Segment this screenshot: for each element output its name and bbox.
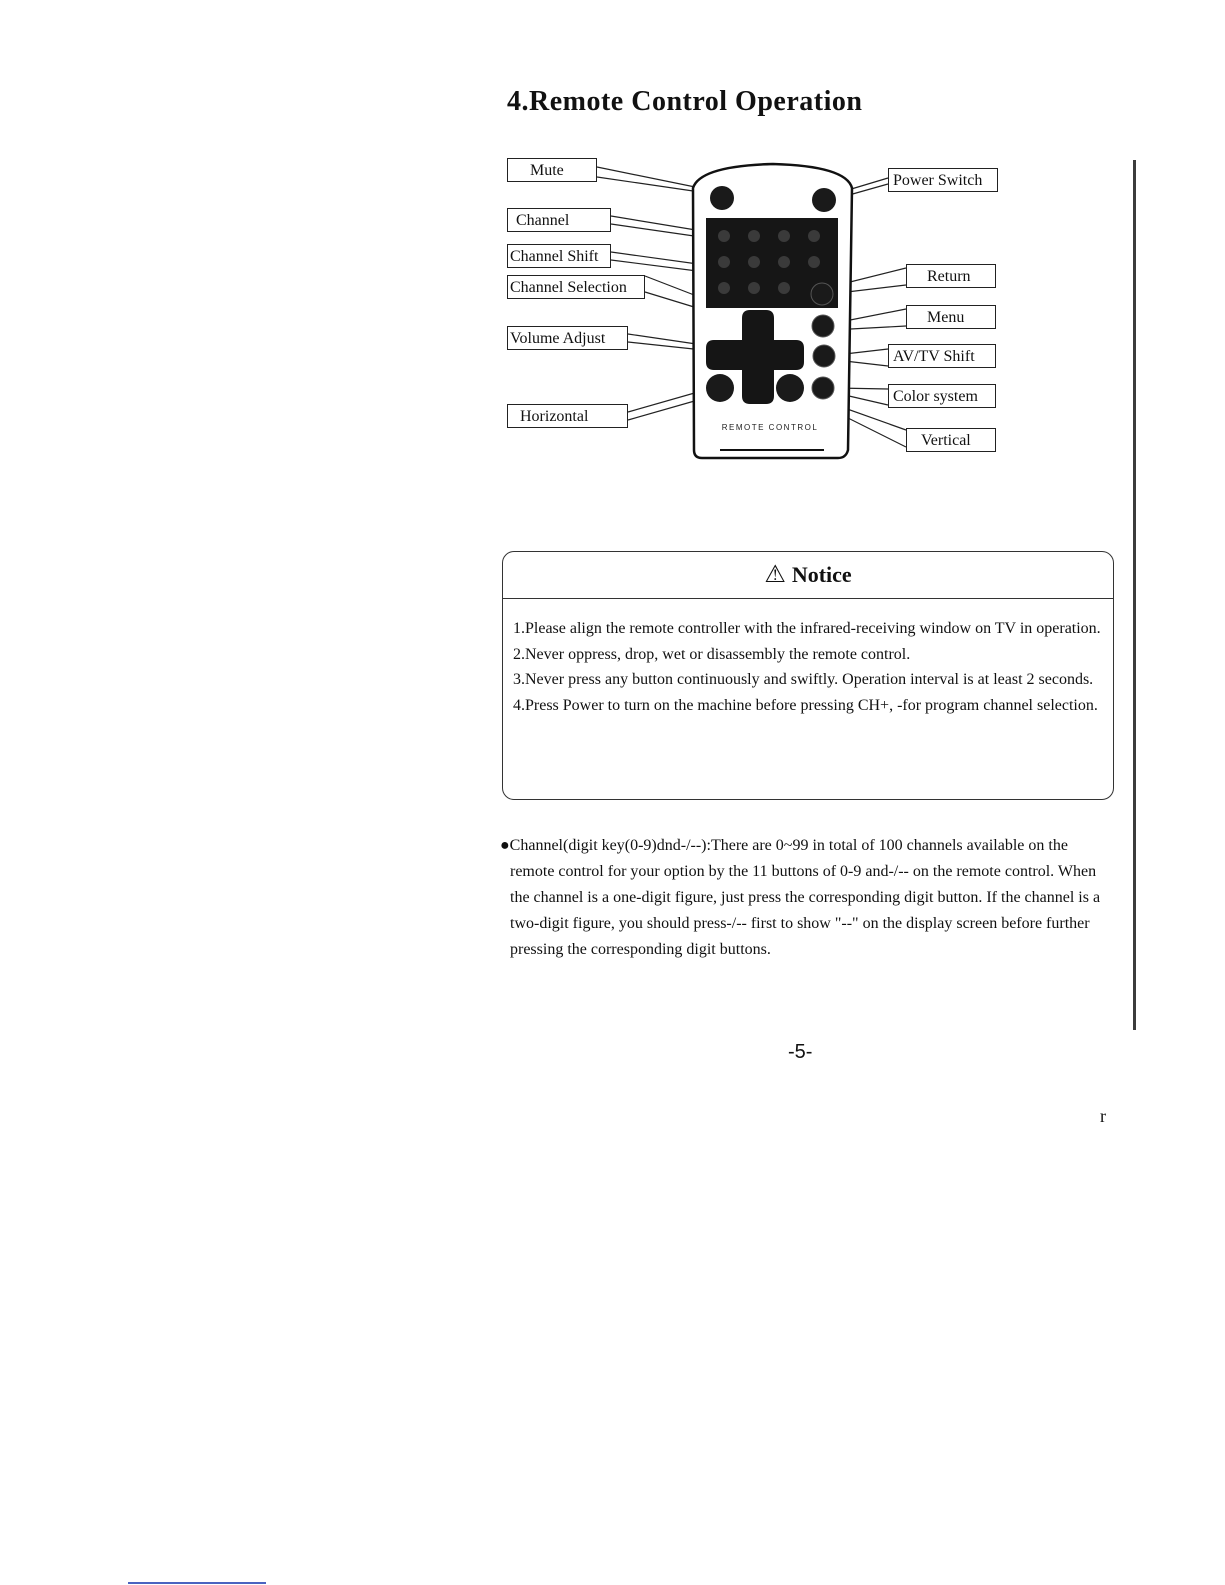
margin-mark: r [1100, 1106, 1106, 1126]
horizontal-button [706, 374, 734, 402]
label-channel-shift: Channel Shift [507, 244, 611, 268]
power-button [812, 188, 836, 212]
label-volume-adjust: Volume Adjust [507, 326, 628, 350]
notice-title: Notice [791, 562, 852, 587]
remote-brand: REMOTE CONTROL [721, 423, 819, 432]
channel-paragraph-text: Channel(digit key(0-9)dnd-/--):There are 0~99 in total of 100 channels available on the remote control for your option by the 11 buttons of 0-9 and-/-- on the remote control. When the channel is a one-digit figure, just press the corresponding digit button. If the channel is a two-digit figure, you should press-/-- first to show "--" on the display screen before further pressing the corresponding digit buttons. [509, 837, 1101, 958]
remote-control-diagram [0, 0, 1225, 520]
label-vertical: Vertical [906, 428, 996, 452]
label-return: Return [906, 264, 996, 288]
notice-divider [503, 598, 1113, 599]
notice-item: 1.Please align the remote controller with the infrared-receiving window on TV in operation. [513, 620, 1101, 637]
label-color-system: Color system [888, 384, 996, 408]
notice-item: 3.Never press any button continuously and swiftly. Operation interval is at least 2 seconds. [513, 671, 1094, 688]
return-button [811, 283, 833, 305]
label-av-tv-shift: AV/TV Shift [888, 344, 996, 368]
channel-paragraph [500, 833, 1105, 963]
scan-bottom-line [128, 1582, 266, 1584]
mute-button [710, 186, 734, 210]
menu-button [812, 315, 834, 337]
label-menu: Menu [906, 305, 996, 329]
notice-item: 2.Never oppress, drop, wet or disassembly the remote control. [513, 645, 911, 663]
warning-icon: ⚠ [764, 562, 786, 588]
bullet-icon: ● [500, 837, 510, 854]
section-title: 4.Remote Control Operation [507, 86, 863, 117]
vertical-button [776, 374, 804, 402]
color-system-button [812, 377, 834, 399]
notice-list [513, 616, 1101, 718]
notice-heading [503, 560, 1113, 589]
label-channel: Channel [507, 208, 611, 232]
label-mute: Mute [507, 158, 597, 182]
scan-edge-line [1133, 160, 1136, 1030]
notice-box [502, 551, 1114, 800]
page-number: -5- [788, 1041, 813, 1063]
label-channel-selection: Channel Selection [507, 275, 645, 299]
notice-item: 4.Press Power to turn on the machine before pressing CH+, -for program channel selection. [513, 696, 1098, 714]
av-tv-button [813, 345, 835, 367]
label-horizontal: Horizontal [507, 404, 628, 428]
label-power-switch: Power Switch [888, 168, 998, 192]
